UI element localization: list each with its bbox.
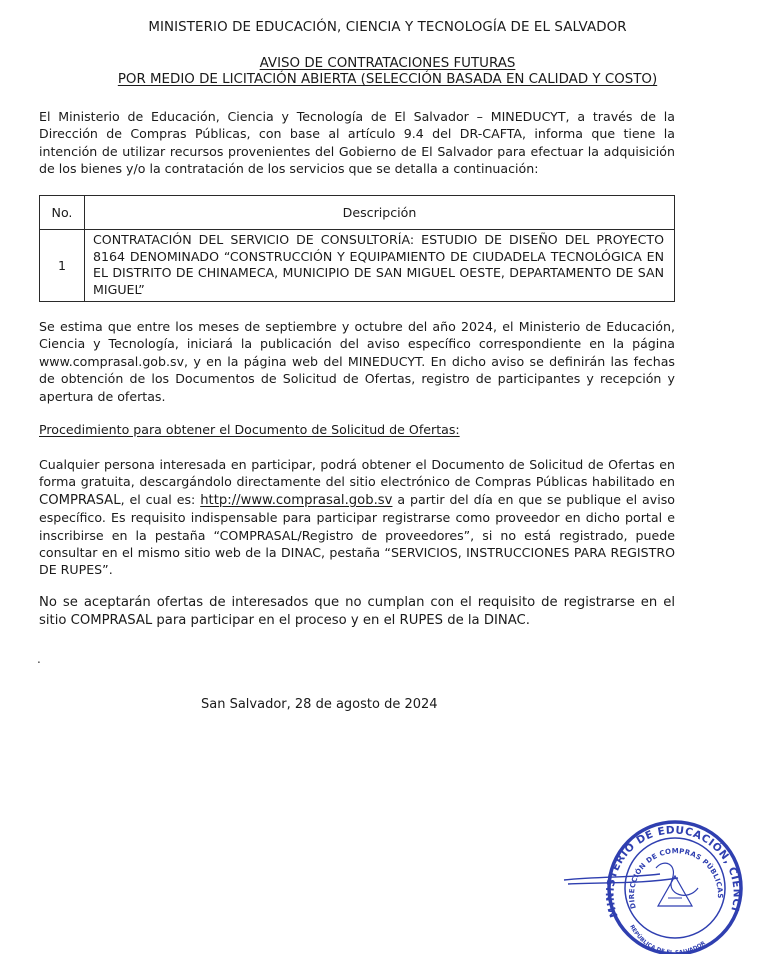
seal-country-text: REPÚBLICA DE EL SALVADOR: [628, 924, 707, 954]
comprasal-link[interactable]: http://www.comprasal.gob.sv: [200, 492, 393, 508]
table-header-row: [40, 196, 675, 230]
procedure-text-2: , el cual es:: [120, 491, 201, 507]
procedure-text-1: Cualquier persona interesada en participar, podrá obtener el Documento de Solicitud de Ofertas en forma gratuita, descargándolo directamente del sitio electrónico de Compras Públicas habilitado en: [39, 457, 675, 490]
column-header-no: No.: [40, 196, 85, 230]
official-seal: [560, 818, 775, 954]
procedure-text-3: a partir del día en que se publique el aviso específico. Es requisito indispensable para participar registrarse como proveedor en dicho portal e inscribirse en la pestaña “COMPRASAL/Registro de proveedores”, si no está registrado, puede consultar en el mismo sitio web de la DINAC, pestaña “SERVICIOS, INSTRUCCIONES PARA REGISTRO DE RUPES”.: [39, 491, 675, 578]
seal-inner-text: DIRECCIÓN DE COMPRAS PÚBLICAS: [627, 847, 725, 910]
seal-outer-text: MINISTERIO DE EDUCACIÓN, CIENCI: [604, 824, 743, 919]
intro-paragraph: El Ministerio de Educación, Ciencia y Tecnología de El Salvador – MINEDUCYT, a través de la Dirección de Compras Públicas, con base al artículo 9.4 del DR-CAFTA, informa que tiene la intención de utilizar recursos provenientes del Gobierno de El Salvador para efectuar la adquisición de los bienes y/o la contratación de los servicios que se detalla a continuación:: [39, 109, 675, 177]
table-row: [40, 230, 675, 302]
row-description: CONTRATACIÓN DEL SERVICIO DE CONSULTORÍA: ESTUDIO DE DISEÑO DEL PROYECTO 8164 DENOMINADO “CONSTRUCCIÓN Y EQUIPAMIENTO DE CIUDADELA TECNOLÓGICA EN EL DISTRITO DE CHINAMECA, MUNICIPIO DE SAN MIGUEL OESTE, DEPARTAMENTO DE SAN MIGUEL”: [85, 230, 675, 302]
stray-mark: .: [37, 652, 41, 666]
column-header-description: Descripción: [85, 196, 675, 230]
procedure-heading: Procedimiento para obtener el Documento de Solicitud de Ofertas:: [39, 422, 460, 437]
issue-date: San Salvador, 28 de agosto de 2024: [201, 697, 438, 712]
services-table: [39, 195, 675, 302]
seal-stamp-icon: [560, 818, 775, 954]
estimate-paragraph: Se estima que entre los meses de septiembre y octubre del año 2024, el Ministerio de Educación, Ciencia y Tecnología, iniciará la publicación del aviso específico correspondiente en la página www.comprasal.gob.sv, y en la página web del MINEDUCYT. En dicho aviso se definirán las fechas de obtención de los Documentos de Solicitud de Ofertas, registro de participantes y recepción y apertura de ofertas.: [39, 319, 675, 404]
comprasal-name: COMPRASAL: [39, 492, 121, 508]
procedure-paragraph: [39, 456, 675, 579]
notice-title-line-1: AVISO DE CONTRATACIONES FUTURAS: [259, 56, 516, 71]
notice-title: [0, 56, 775, 88]
warning-paragraph: No se aceptarán ofertas de interesados que no cumplan con el requisito de registrarse en el sitio COMPRASAL para participar en el proceso y en el RUPES de la DINAC.: [39, 595, 675, 629]
notice-title-line-2: POR MEDIO DE LICITACIÓN ABIERTA (SELECCIÓN BASADA EN CALIDAD Y COSTO): [117, 72, 658, 87]
ministry-header: MINISTERIO DE EDUCACIÓN, CIENCIA Y TECNOLOGÍA DE EL SALVADOR: [148, 20, 627, 35]
row-number: 1: [40, 230, 85, 302]
